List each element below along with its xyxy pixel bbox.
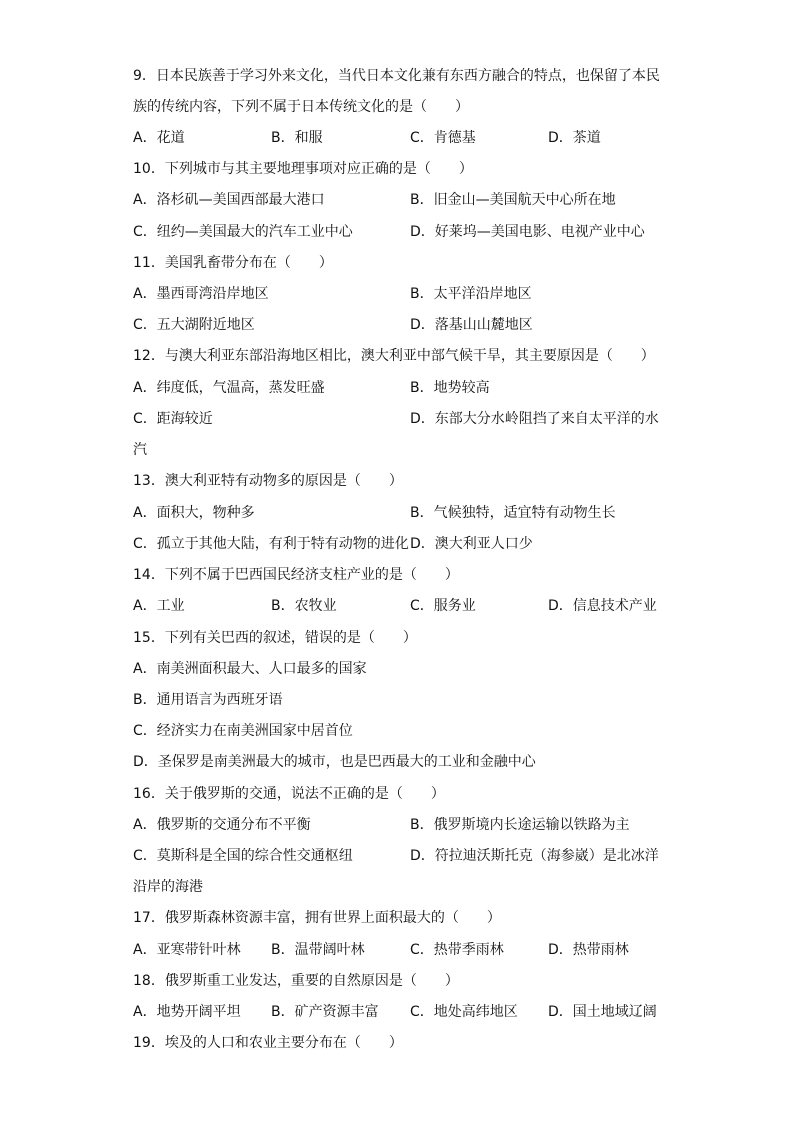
- question-17-option-c: C．热带季雨林: [410, 942, 504, 958]
- question-15-option-c: C．经济实力在南美洲国家中居首位: [133, 723, 353, 739]
- question-13-option-b: B．气候独特，适宜特有动物生长: [410, 505, 616, 521]
- question-12-stem: 12．与澳大利亚东部沿海地区相比，澳大利亚中部气候干旱，其主要原因是（ ）: [133, 348, 655, 364]
- question-10-stem: 10．下列城市与其主要地理事项对应正确的是（ ）: [133, 161, 473, 177]
- question-12-option-c: C．距海较近: [133, 411, 213, 427]
- question-15-option-a: A．南美洲面积最大、人口最多的国家: [133, 661, 367, 677]
- question-18-option-b: B．矿产资源丰富: [271, 1004, 379, 1020]
- question-12-option-d-wrap: 汽: [133, 442, 147, 458]
- question-16-option-a: A．俄罗斯的交通分布不平衡: [133, 817, 311, 833]
- question-11-option-b: B．太平洋沿岸地区: [410, 286, 532, 302]
- question-14-option-b: B．农牧业: [271, 598, 337, 614]
- question-16-option-b: B．俄罗斯境内长途运输以铁路为主: [410, 817, 630, 833]
- question-17-option-a: A．亚寒带针叶林: [133, 942, 241, 958]
- question-17-option-b: B．温带阔叶林: [271, 942, 365, 958]
- question-18-stem: 18．俄罗斯重工业发达，重要的自然原因是（ ）: [133, 973, 459, 989]
- question-11-stem: 11．美国乳畜带分布在（ ）: [133, 255, 333, 271]
- question-13-option-d: D．澳大利亚人口少: [410, 536, 533, 552]
- question-9-option-d: D．茶道: [548, 130, 601, 146]
- question-9-option-c: C．肯德基: [410, 130, 476, 146]
- question-14-stem: 14．下列不属于巴西国民经济支柱产业的是（ ）: [133, 567, 459, 583]
- question-15-option-b: B．通用语言为西班牙语: [133, 692, 283, 708]
- question-11-option-c: C．五大湖附近地区: [133, 317, 255, 333]
- question-9-stem-line-1: 9．日本民族善于学习外来文化，当代日本文化兼有东西方融合的特点，也保留了本民: [133, 68, 660, 84]
- question-18-option-c: C．地处高纬地区: [410, 1004, 518, 1020]
- question-17-option-d: D．热带雨林: [548, 942, 629, 958]
- question-10-option-a: A．洛杉矶—美国西部最大港口: [133, 192, 325, 208]
- question-14-option-c: C．服务业: [410, 598, 476, 614]
- question-12-option-d: D．东部大分水岭阻挡了来自太平洋的水: [410, 411, 659, 427]
- question-12-option-a: A．纬度低，气温高，蒸发旺盛: [133, 380, 325, 396]
- question-18-option-a: A．地势开阔平坦: [133, 1004, 241, 1020]
- question-14-option-a: A．工业: [133, 598, 185, 614]
- question-16-option-c: C．莫斯科是全国的综合性交通枢纽: [133, 848, 353, 864]
- question-15-stem: 15．下列有关巴西的叙述，错误的是（ ）: [133, 630, 417, 646]
- question-13-option-c: C．孤立于其他大陆，有利于特有动物的进化: [133, 536, 409, 552]
- question-12-option-b: B．地势较高: [410, 380, 490, 396]
- question-17-stem: 17．俄罗斯森林资源丰富，拥有世界上面积最大的（ ）: [133, 910, 501, 926]
- question-10-option-d: D．好莱坞—美国电影、电视产业中心: [410, 224, 645, 240]
- question-14-option-d: D．信息技术产业: [548, 598, 657, 614]
- question-9-option-a: A．花道: [133, 130, 185, 146]
- question-16-option-d-wrap: 沿岸的海港: [133, 879, 203, 895]
- question-15-option-d: D．圣保罗是南美洲最大的城市，也是巴西最大的工业和金融中心: [133, 754, 536, 770]
- question-13-option-a: A．面积大，物种多: [133, 505, 255, 521]
- question-11-option-d: D．落基山山麓地区: [410, 317, 533, 333]
- question-10-option-c: C．纽约—美国最大的汽车工业中心: [133, 224, 353, 240]
- question-16-stem: 16．关于俄罗斯的交通，说法不正确的是（ ）: [133, 786, 445, 802]
- question-11-option-a: A．墨西哥湾沿岸地区: [133, 286, 269, 302]
- question-13-stem: 13．澳大利亚特有动物多的原因是（ ）: [133, 473, 403, 489]
- question-9-stem-line-2: 族的传统内容，下列不属于日本传统文化的是（ ）: [133, 99, 469, 115]
- question-9-option-b: B．和服: [271, 130, 323, 146]
- question-18-option-d: D．国土地域辽阔: [548, 1004, 657, 1020]
- question-10-option-b: B．旧金山—美国航天中心所在地: [410, 192, 616, 208]
- question-16-option-d: D．符拉迪沃斯托克（海参崴）是北冰洋: [410, 848, 659, 864]
- question-19-stem: 19．埃及的人口和农业主要分布在（ ）: [133, 1035, 403, 1051]
